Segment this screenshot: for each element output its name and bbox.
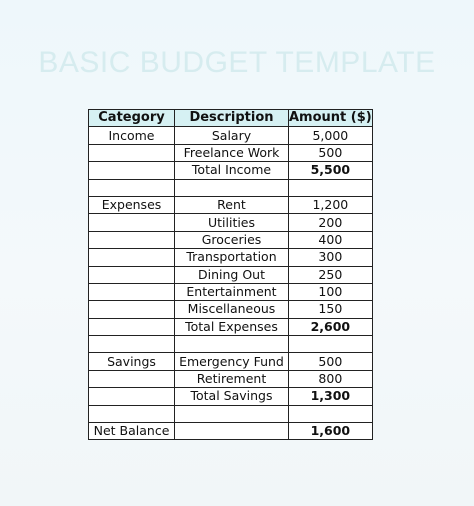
cell-description: Groceries xyxy=(175,231,289,248)
cell-description: Transportation xyxy=(175,249,289,266)
cell-category xyxy=(89,179,175,196)
cell-category: Income xyxy=(89,127,175,144)
cell-category: Net Balance xyxy=(89,423,175,440)
cell-category xyxy=(89,388,175,405)
cell-description: Freelance Work xyxy=(175,144,289,161)
table-header-row xyxy=(89,110,373,127)
cell-description: Salary xyxy=(175,127,289,144)
cell-description xyxy=(175,336,289,353)
header-category: Category xyxy=(89,110,175,127)
table-body xyxy=(89,127,373,440)
cell-category xyxy=(89,144,175,161)
cell-category xyxy=(89,162,175,179)
table-row xyxy=(89,388,373,405)
table-row xyxy=(89,318,373,335)
cell-description: Utilities xyxy=(175,214,289,231)
cell-amount: 5,000 xyxy=(289,127,373,144)
cell-amount: 1,600 xyxy=(289,423,373,440)
cell-category xyxy=(89,336,175,353)
cell-category xyxy=(89,301,175,318)
table-row xyxy=(89,231,373,248)
cell-description: Dining Out xyxy=(175,266,289,283)
table-row xyxy=(89,196,373,213)
page-title: BASIC BUDGET TEMPLATE xyxy=(38,46,436,79)
cell-category xyxy=(89,318,175,335)
table-row xyxy=(89,249,373,266)
table-row xyxy=(89,283,373,300)
table-row xyxy=(89,370,373,387)
cell-amount xyxy=(289,405,373,422)
cell-category: Expenses xyxy=(89,196,175,213)
cell-amount: 1,200 xyxy=(289,196,373,213)
cell-amount: 2,600 xyxy=(289,318,373,335)
cell-amount: 500 xyxy=(289,144,373,161)
cell-category xyxy=(89,249,175,266)
cell-amount: 300 xyxy=(289,249,373,266)
table-row xyxy=(89,353,373,370)
cell-amount: 400 xyxy=(289,231,373,248)
table-row xyxy=(89,301,373,318)
table-row xyxy=(89,266,373,283)
cell-description xyxy=(175,405,289,422)
cell-amount: 100 xyxy=(289,283,373,300)
cell-description: Rent xyxy=(175,196,289,213)
table-row xyxy=(89,179,373,196)
table-row xyxy=(89,405,373,422)
cell-description: Emergency Fund xyxy=(175,353,289,370)
cell-description xyxy=(175,179,289,196)
cell-amount xyxy=(289,179,373,196)
table-row xyxy=(89,162,373,179)
cell-category xyxy=(89,370,175,387)
cell-amount: 250 xyxy=(289,266,373,283)
cell-category: Savings xyxy=(89,353,175,370)
cell-description: Total Income xyxy=(175,162,289,179)
cell-amount: 500 xyxy=(289,353,373,370)
cell-description xyxy=(175,423,289,440)
cell-category xyxy=(89,266,175,283)
header-amount: Amount ($) xyxy=(289,110,372,126)
cell-description: Total Expenses xyxy=(175,318,289,335)
cell-description: Retirement xyxy=(175,370,289,387)
cell-description: Miscellaneous xyxy=(175,301,289,318)
table-row xyxy=(89,336,373,353)
table-row xyxy=(89,214,373,231)
cell-amount: 800 xyxy=(289,370,373,387)
table-row xyxy=(89,144,373,161)
cell-amount: 1,300 xyxy=(289,388,373,405)
cell-description: Entertainment xyxy=(175,283,289,300)
cell-amount xyxy=(289,336,373,353)
cell-category xyxy=(89,405,175,422)
cell-amount: 200 xyxy=(289,214,373,231)
cell-description: Total Savings xyxy=(175,388,289,405)
cell-amount: 150 xyxy=(289,301,373,318)
table-row xyxy=(89,127,373,144)
cell-category xyxy=(89,231,175,248)
cell-amount: 5,500 xyxy=(289,162,373,179)
budget-table xyxy=(88,109,373,440)
cell-category xyxy=(89,214,175,231)
header-description: Description xyxy=(175,110,289,127)
table-row xyxy=(89,423,373,440)
cell-category xyxy=(89,283,175,300)
